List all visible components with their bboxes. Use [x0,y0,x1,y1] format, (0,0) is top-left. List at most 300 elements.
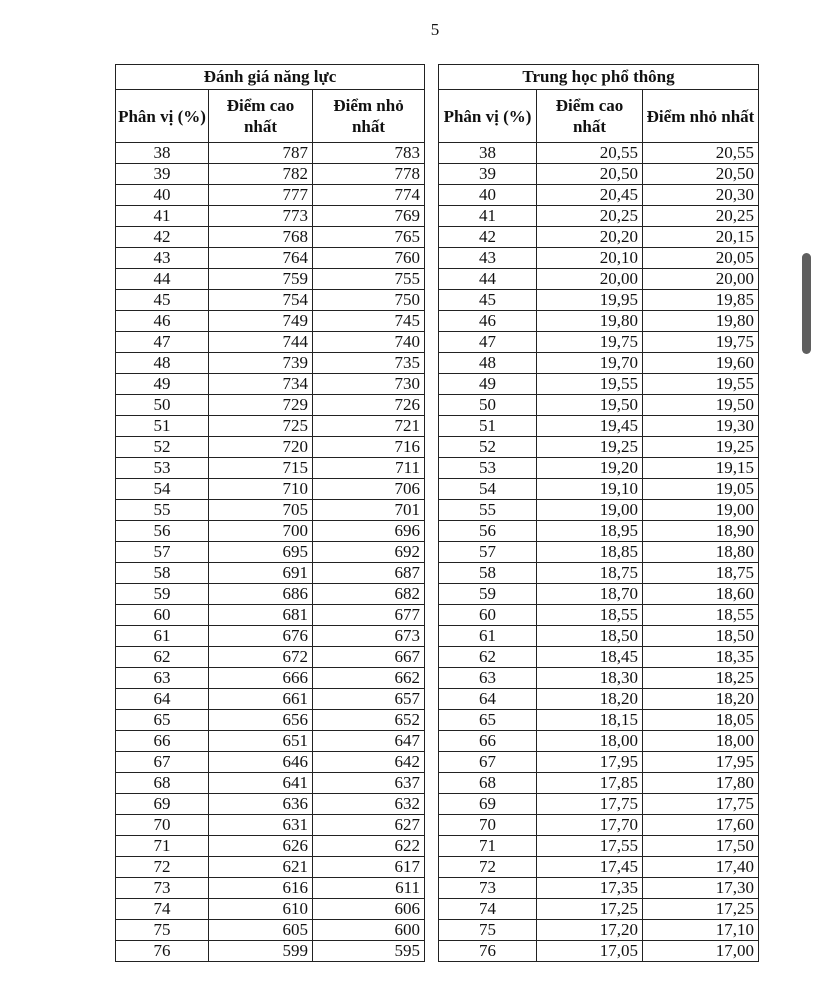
cell-percentile: 62 [439,647,537,668]
column-header-low-score: Điểm nhỏ nhất [643,90,759,143]
cell-percentile: 71 [439,836,537,857]
cell-percentile: 51 [116,416,209,437]
cell-high-score: 19,45 [537,416,643,437]
cell-percentile: 63 [439,668,537,689]
cell-high-score: 626 [209,836,313,857]
cell-high-score: 17,25 [537,899,643,920]
table-row [116,773,425,794]
cell-percentile: 68 [116,773,209,794]
cell-low-score: 17,10 [643,920,759,941]
table-row [439,773,759,794]
table-row [116,437,425,458]
cell-percentile: 57 [439,542,537,563]
cell-low-score: 20,25 [643,206,759,227]
cell-low-score: 622 [313,836,425,857]
table-row [116,164,425,185]
cell-percentile: 70 [439,815,537,836]
cell-high-score: 666 [209,668,313,689]
table-row [116,290,425,311]
table-row [439,143,759,164]
cell-percentile: 57 [116,542,209,563]
cell-percentile: 69 [116,794,209,815]
cell-low-score: 627 [313,815,425,836]
cell-low-score: 19,00 [643,500,759,521]
table-row [116,311,425,332]
table-row [439,731,759,752]
cell-percentile: 50 [116,395,209,416]
table-row [116,143,425,164]
table-row [116,563,425,584]
cell-low-score: 19,80 [643,311,759,332]
table-row [116,374,425,395]
cell-high-score: 17,85 [537,773,643,794]
cell-high-score: 19,75 [537,332,643,353]
cell-high-score: 18,70 [537,584,643,605]
table-row [116,605,425,626]
table-row [116,878,425,899]
cell-low-score: 20,30 [643,185,759,206]
table-row [116,689,425,710]
cell-low-score: 17,50 [643,836,759,857]
cell-high-score: 18,30 [537,668,643,689]
cell-percentile: 55 [439,500,537,521]
table-row [439,353,759,374]
table-row [116,710,425,731]
column-header-low-score: Điểm nhỏ nhất [313,90,425,143]
cell-high-score: 18,50 [537,626,643,647]
cell-low-score: 716 [313,437,425,458]
table-row [439,290,759,311]
table-row [116,416,425,437]
cell-percentile: 65 [439,710,537,731]
cell-high-score: 18,75 [537,563,643,584]
cell-percentile: 61 [116,626,209,647]
cell-percentile: 76 [116,941,209,962]
cell-low-score: 20,50 [643,164,759,185]
cell-percentile: 46 [439,311,537,332]
cell-low-score: 17,95 [643,752,759,773]
cell-low-score: 682 [313,584,425,605]
table-row [116,185,425,206]
cell-low-score: 19,55 [643,374,759,395]
cell-percentile: 74 [116,899,209,920]
table-row [116,899,425,920]
cell-low-score: 657 [313,689,425,710]
cell-percentile: 52 [439,437,537,458]
cell-high-score: 19,95 [537,290,643,311]
cell-percentile: 50 [439,395,537,416]
cell-low-score: 18,00 [643,731,759,752]
cell-low-score: 17,60 [643,815,759,836]
cell-low-score: 735 [313,353,425,374]
cell-low-score: 600 [313,920,425,941]
cell-percentile: 54 [439,479,537,500]
cell-percentile: 56 [116,521,209,542]
cell-high-score: 20,55 [537,143,643,164]
cell-low-score: 778 [313,164,425,185]
cell-high-score: 734 [209,374,313,395]
table-row [439,689,759,710]
cell-percentile: 54 [116,479,209,500]
cell-high-score: 20,25 [537,206,643,227]
cell-percentile: 72 [116,857,209,878]
column-header-percentile: Phân vị (%) [116,90,209,143]
cell-percentile: 44 [116,269,209,290]
table-row [116,920,425,941]
cell-low-score: 19,50 [643,395,759,416]
table-row [439,752,759,773]
cell-low-score: 740 [313,332,425,353]
table-row [439,206,759,227]
table-row [116,626,425,647]
table-row [116,269,425,290]
table-row [116,458,425,479]
cell-high-score: 710 [209,479,313,500]
cell-high-score: 17,95 [537,752,643,773]
cell-percentile: 41 [439,206,537,227]
cell-percentile: 66 [439,731,537,752]
cell-low-score: 19,75 [643,332,759,353]
table-row [116,836,425,857]
cell-percentile: 75 [116,920,209,941]
cell-high-score: 18,85 [537,542,643,563]
cell-low-score: 677 [313,605,425,626]
table-row [439,416,759,437]
cell-low-score: 667 [313,647,425,668]
table-row [439,941,759,962]
cell-low-score: 647 [313,731,425,752]
cell-percentile: 42 [439,227,537,248]
table-row [439,626,759,647]
cell-low-score: 783 [313,143,425,164]
cell-low-score: 17,25 [643,899,759,920]
table-row [439,563,759,584]
cell-percentile: 58 [439,563,537,584]
table-row [116,353,425,374]
table-body [439,143,759,962]
cell-high-score: 17,45 [537,857,643,878]
cell-high-score: 18,15 [537,710,643,731]
cell-high-score: 18,55 [537,605,643,626]
cell-percentile: 45 [116,290,209,311]
cell-low-score: 726 [313,395,425,416]
cell-percentile: 59 [439,584,537,605]
page-number: 5 [430,20,440,39]
cell-percentile: 47 [439,332,537,353]
cell-high-score: 754 [209,290,313,311]
cell-percentile: 40 [116,185,209,206]
cell-percentile: 75 [439,920,537,941]
cell-high-score: 773 [209,206,313,227]
table-row [439,794,759,815]
cell-high-score: 18,20 [537,689,643,710]
cell-percentile: 63 [116,668,209,689]
cell-high-score: 18,95 [537,521,643,542]
table-row [116,668,425,689]
cell-high-score: 17,05 [537,941,643,962]
cell-high-score: 17,75 [537,794,643,815]
cell-percentile: 71 [116,836,209,857]
cell-percentile: 73 [439,878,537,899]
table-row [116,479,425,500]
cell-high-score: 18,00 [537,731,643,752]
cell-low-score: 769 [313,206,425,227]
table-row [116,857,425,878]
cell-percentile: 58 [116,563,209,584]
cell-low-score: 17,75 [643,794,759,815]
cell-high-score: 651 [209,731,313,752]
cell-high-score: 19,70 [537,353,643,374]
cell-low-score: 18,60 [643,584,759,605]
table-row [439,647,759,668]
cell-low-score: 18,35 [643,647,759,668]
cell-low-score: 721 [313,416,425,437]
cell-high-score: 19,20 [537,458,643,479]
cell-low-score: 20,00 [643,269,759,290]
table-trung-hoc-pho-thong [438,64,759,962]
cell-percentile: 64 [439,689,537,710]
cell-percentile: 60 [439,605,537,626]
table-row [116,794,425,815]
table-row [116,332,425,353]
cell-high-score: 646 [209,752,313,773]
cell-percentile: 70 [116,815,209,836]
table-row [116,521,425,542]
scrollbar-thumb[interactable] [802,253,811,354]
cell-low-score: 18,80 [643,542,759,563]
cell-low-score: 17,80 [643,773,759,794]
table-row [439,521,759,542]
cell-high-score: 19,00 [537,500,643,521]
table-row [439,311,759,332]
cell-percentile: 68 [439,773,537,794]
cell-low-score: 18,50 [643,626,759,647]
cell-low-score: 19,05 [643,479,759,500]
cell-percentile: 67 [116,752,209,773]
table-title: Trung học phổ thông [439,65,759,90]
cell-high-score: 19,55 [537,374,643,395]
cell-percentile: 43 [439,248,537,269]
cell-high-score: 19,50 [537,395,643,416]
cell-percentile: 67 [439,752,537,773]
table-row [439,878,759,899]
cell-percentile: 55 [116,500,209,521]
cell-high-score: 739 [209,353,313,374]
cell-high-score: 720 [209,437,313,458]
cell-high-score: 599 [209,941,313,962]
table-row [439,332,759,353]
cell-high-score: 17,70 [537,815,643,836]
cell-percentile: 40 [439,185,537,206]
cell-high-score: 20,00 [537,269,643,290]
cell-high-score: 691 [209,563,313,584]
cell-low-score: 595 [313,941,425,962]
cell-percentile: 69 [439,794,537,815]
cell-high-score: 19,10 [537,479,643,500]
cell-low-score: 606 [313,899,425,920]
column-header-high-score: Điểm cao nhất [209,90,313,143]
table-title: Đánh giá năng lực [116,65,425,90]
cell-low-score: 632 [313,794,425,815]
cell-low-score: 711 [313,458,425,479]
cell-high-score: 17,20 [537,920,643,941]
cell-percentile: 42 [116,227,209,248]
cell-percentile: 61 [439,626,537,647]
table-row [116,206,425,227]
table-row [439,248,759,269]
cell-low-score: 706 [313,479,425,500]
table-row [439,164,759,185]
cell-low-score: 20,55 [643,143,759,164]
table-row [439,437,759,458]
cell-high-score: 20,20 [537,227,643,248]
cell-high-score: 729 [209,395,313,416]
cell-low-score: 17,30 [643,878,759,899]
cell-high-score: 656 [209,710,313,731]
cell-low-score: 19,85 [643,290,759,311]
cell-high-score: 759 [209,269,313,290]
table-row [439,458,759,479]
table-row [439,584,759,605]
cell-high-score: 621 [209,857,313,878]
table-row [116,647,425,668]
cell-low-score: 17,00 [643,941,759,962]
cell-low-score: 18,75 [643,563,759,584]
cell-low-score: 20,15 [643,227,759,248]
cell-low-score: 673 [313,626,425,647]
cell-percentile: 59 [116,584,209,605]
cell-high-score: 19,80 [537,311,643,332]
table-row [439,836,759,857]
cell-low-score: 637 [313,773,425,794]
column-header-percentile: Phân vị (%) [439,90,537,143]
cell-low-score: 642 [313,752,425,773]
table-row [116,500,425,521]
cell-low-score: 19,25 [643,437,759,458]
cell-percentile: 38 [439,143,537,164]
cell-low-score: 692 [313,542,425,563]
cell-high-score: 749 [209,311,313,332]
table-row [116,248,425,269]
cell-percentile: 76 [439,941,537,962]
cell-high-score: 616 [209,878,313,899]
cell-low-score: 611 [313,878,425,899]
cell-percentile: 44 [439,269,537,290]
cell-high-score: 661 [209,689,313,710]
cell-low-score: 19,60 [643,353,759,374]
cell-low-score: 687 [313,563,425,584]
cell-percentile: 74 [439,899,537,920]
table-row [116,752,425,773]
cell-low-score: 750 [313,290,425,311]
table-row [439,899,759,920]
cell-percentile: 39 [439,164,537,185]
cell-low-score: 18,20 [643,689,759,710]
table-row [116,227,425,248]
table-row [116,941,425,962]
table-row [439,500,759,521]
table-row [439,605,759,626]
cell-low-score: 701 [313,500,425,521]
table-row [116,395,425,416]
cell-low-score: 18,90 [643,521,759,542]
cell-high-score: 695 [209,542,313,563]
cell-percentile: 48 [439,353,537,374]
cell-high-score: 764 [209,248,313,269]
cell-percentile: 48 [116,353,209,374]
table-row [116,731,425,752]
cell-low-score: 765 [313,227,425,248]
cell-high-score: 672 [209,647,313,668]
cell-low-score: 662 [313,668,425,689]
cell-high-score: 610 [209,899,313,920]
cell-percentile: 60 [116,605,209,626]
cell-high-score: 19,25 [537,437,643,458]
cell-low-score: 730 [313,374,425,395]
cell-low-score: 652 [313,710,425,731]
cell-high-score: 715 [209,458,313,479]
table-row [116,815,425,836]
cell-high-score: 20,45 [537,185,643,206]
cell-low-score: 745 [313,311,425,332]
cell-percentile: 53 [116,458,209,479]
cell-low-score: 696 [313,521,425,542]
cell-percentile: 53 [439,458,537,479]
cell-high-score: 605 [209,920,313,941]
cell-high-score: 744 [209,332,313,353]
cell-high-score: 20,50 [537,164,643,185]
cell-high-score: 700 [209,521,313,542]
cell-high-score: 681 [209,605,313,626]
cell-percentile: 51 [439,416,537,437]
cell-high-score: 641 [209,773,313,794]
cell-low-score: 20,05 [643,248,759,269]
cell-high-score: 768 [209,227,313,248]
cell-high-score: 725 [209,416,313,437]
cell-percentile: 72 [439,857,537,878]
table-row [439,815,759,836]
cell-low-score: 774 [313,185,425,206]
cell-percentile: 41 [116,206,209,227]
cell-percentile: 45 [439,290,537,311]
cell-high-score: 787 [209,143,313,164]
table-row [439,185,759,206]
cell-high-score: 20,10 [537,248,643,269]
table-row [439,857,759,878]
cell-high-score: 17,35 [537,878,643,899]
cell-high-score: 631 [209,815,313,836]
cell-low-score: 617 [313,857,425,878]
cell-percentile: 49 [439,374,537,395]
cell-percentile: 39 [116,164,209,185]
cell-low-score: 18,25 [643,668,759,689]
cell-high-score: 636 [209,794,313,815]
table-row [439,479,759,500]
table-danh-gia-nang-luc [115,64,425,962]
cell-percentile: 49 [116,374,209,395]
table-row [439,269,759,290]
column-header-high-score: Điểm cao nhất [537,90,643,143]
table-row [439,374,759,395]
cell-high-score: 18,45 [537,647,643,668]
table-row [439,668,759,689]
cell-high-score: 782 [209,164,313,185]
cell-percentile: 43 [116,248,209,269]
cell-low-score: 18,55 [643,605,759,626]
table-body [116,143,425,962]
table-row [439,542,759,563]
cell-low-score: 18,05 [643,710,759,731]
